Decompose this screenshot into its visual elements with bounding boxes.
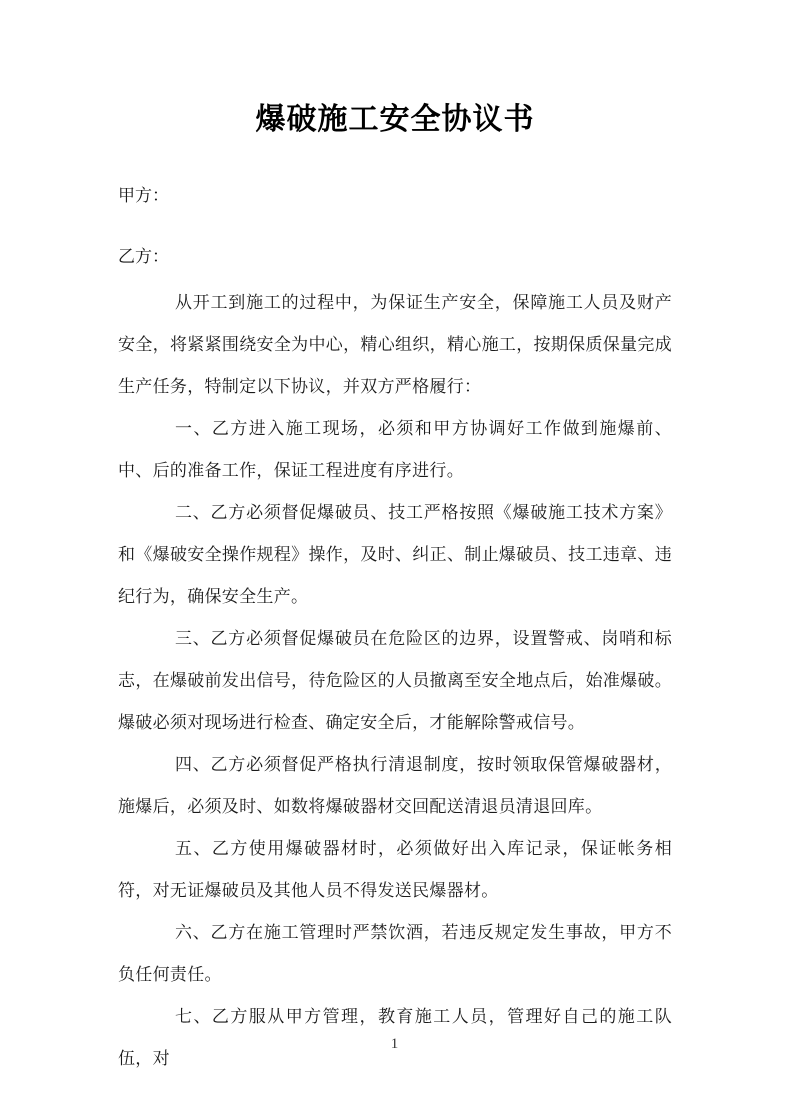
intro-paragraph: 从开工到施工的过程中，为保证生产安全，保障施工人员及财产安全，将紧紧围绕安全为中心，精心组织，精心施工，按期保质保量完成生产任务，特制定以下协议，并双方严格履行： xyxy=(118,293,672,396)
document-title: 爆破施工安全协议书 xyxy=(255,103,535,136)
party-a-label: 甲方： xyxy=(118,186,169,205)
clause-7-partial: 七、乙方服从甲方管理，教育施工人员，管理好自己的施工队伍，对 xyxy=(118,1007,672,1068)
page-number: 1 xyxy=(390,1036,399,1052)
clause-1: 一、乙方进入施工现场，必须和甲方协调好工作做到施爆前、中、后的准备工作，保证工程进度有序进行。 xyxy=(118,419,672,480)
clause-3: 三、乙方必须督促爆破员在危险区的边界，设置警戒、岗哨和标志，在爆破前发出信号，待危险区的人员撤离至安全地点后，始准爆破。爆破必须对现场进行检查、确定安全后，才能解除警戒信号。 xyxy=(118,629,672,732)
clause-6: 六、乙方在施工管理时严禁饮酒，若违反规定发生事故，甲方不负任何责任。 xyxy=(118,923,672,984)
clause-4: 四、乙方必须督促严格执行清退制度，按时领取保管爆破器材，施爆后，必须及时、如数将爆破器材交回配送清退员清退回库。 xyxy=(118,755,672,816)
party-b-label: 乙方： xyxy=(118,247,169,266)
clause-5: 五、乙方使用爆破器材时，必须做好出入库记录，保证帐务相符，对无证爆破员及其他人员不得发送民爆器材。 xyxy=(118,839,672,900)
clause-2: 二、乙方必须督促爆破员、技工严格按照《爆破施工技术方案》和《爆破安全操作规程》操作，及时、纠正、制止爆破员、技工违章、违纪行为，确保安全生产。 xyxy=(118,503,672,606)
